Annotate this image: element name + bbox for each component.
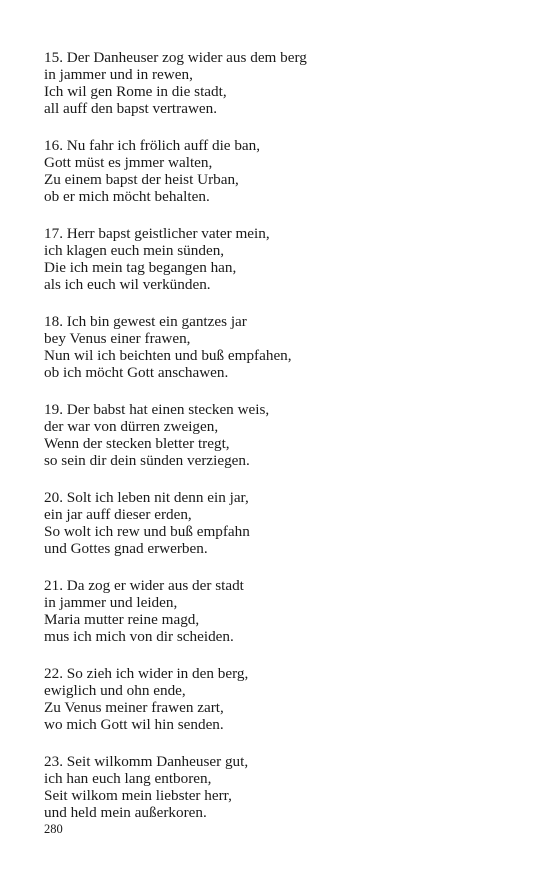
stanza-22 [44, 666, 514, 734]
verse-line: so sein dir dein sünden verziegen. [44, 451, 250, 469]
verse-line: 15. Der Danheuser zog wider aus dem berg [44, 49, 307, 66]
verse-line: mus ich mich von dir scheiden. [44, 627, 234, 645]
verse-line: Ich wil gen Rome in die stadt, [44, 82, 227, 100]
verse-line: ein jar auff dieser erden, [44, 505, 192, 523]
verse-line: Wenn der stecken bletter tregt, [44, 434, 230, 452]
verse-line: und held mein außerkoren. [44, 803, 207, 821]
verse-line: 16. Nu fahr ich frölich auff die ban, [44, 137, 261, 155]
verse-line: bey Venus einer frawen, [44, 329, 191, 347]
verse-line: und Gottes gnad erwerben. [44, 539, 208, 557]
verse-line: ob er mich möcht behalten. [44, 187, 210, 205]
verse-line: Maria mutter reine magd, [44, 610, 200, 628]
stanza-19 [44, 402, 514, 470]
stanza-15 [44, 50, 514, 118]
verse-line: Zu einem bapst der heist Urban, [44, 170, 239, 188]
stanza-17 [44, 226, 514, 294]
verse-line: Die ich mein tag begangen han, [44, 258, 237, 276]
verse-line: all auff den bapst vertrawen. [44, 99, 218, 117]
verse-line: Gott müst es jmmer walten, [44, 153, 213, 171]
verse-line: als ich euch wil verkünden. [44, 275, 211, 293]
stanza-21 [44, 578, 514, 646]
verse-line: So wolt ich rew und buß empfahn [44, 522, 250, 540]
verse-line: ich han euch lang entboren, [44, 770, 212, 788]
verse-line: Seit wilkom mein liebster herr, [44, 786, 232, 804]
verse-line: der war von dürren zweigen, [44, 417, 219, 435]
stanza-16 [44, 138, 514, 206]
verse-line: 17. Herr bapst geistlicher vater mein, [44, 225, 270, 243]
verse-line: Zu Venus meiner frawen zart, [44, 698, 224, 716]
verse-line: ob ich möcht Gott anschawen. [44, 363, 229, 381]
verse-line: 20. Solt ich leben nit denn ein jar, [44, 489, 249, 507]
stanza-18 [44, 314, 514, 382]
verse-line: wo mich Gott wil hin senden. [44, 715, 224, 733]
stanza-23 [44, 754, 514, 822]
verse-line: in jammer und in rewen, [44, 65, 193, 83]
verse-line: 23. Seit wilkomm Danheuser gut, [44, 753, 249, 771]
verse-line: ewiglich und ohn ende, [44, 682, 186, 700]
verse-line: ich klagen euch mein sünden, [44, 241, 225, 259]
verse-line: 18. Ich bin gewest ein gantzes jar [44, 313, 247, 331]
verse-line: 19. Der babst hat einen stecken weis, [44, 401, 270, 419]
verse-line: 22. So zieh ich wider in den berg, [44, 665, 249, 683]
verse-line: Nun wil ich beichten und buß empfahen, [44, 346, 292, 364]
verse-line: in jammer und leiden, [44, 594, 178, 611]
verse-line: 21. Da zog er wider aus der stadt [44, 577, 244, 595]
stanza-20 [44, 490, 514, 558]
poem-text [44, 50, 514, 842]
page-number: 280 [44, 822, 63, 836]
